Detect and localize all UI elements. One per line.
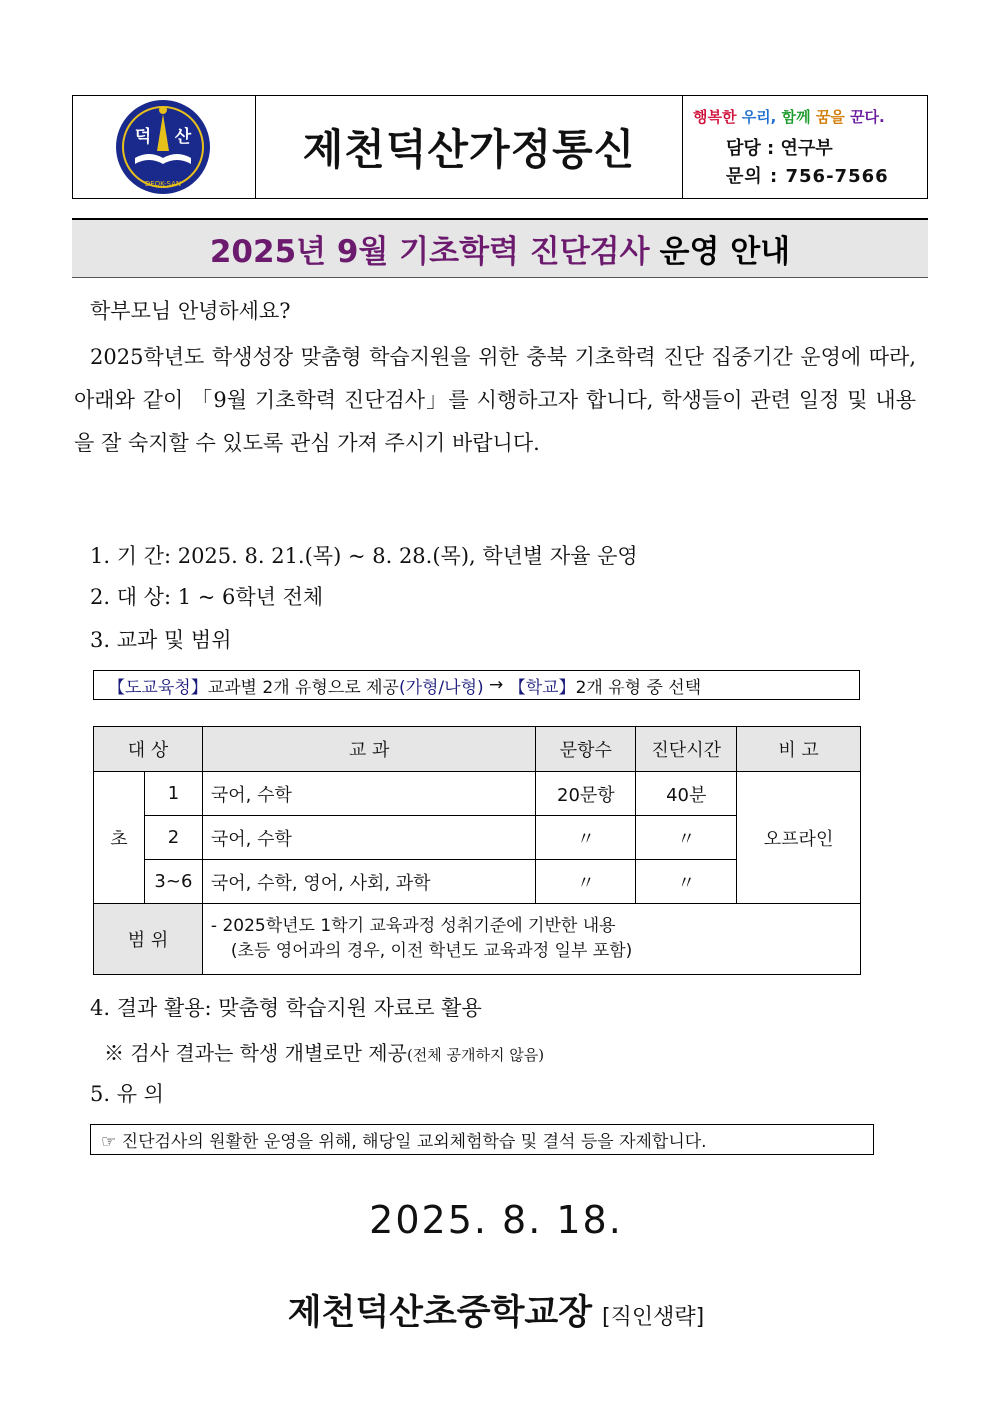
caution-box: ☞ 진단검사의 원활한 운영을 위해, 해당일 교외체험학습 및 결석 등을 자제합니다. xyxy=(90,1124,874,1155)
greeting: 학부모님 안녕하세요? xyxy=(90,299,291,323)
slogan xyxy=(693,106,885,127)
subjects-cell: 국어, 수학, 영어, 사회, 과학 xyxy=(202,860,536,904)
note-part: 【학교】 xyxy=(508,677,576,698)
note-part: 【도교육청】 xyxy=(108,677,208,698)
newsletter-header xyxy=(72,95,928,199)
table-row xyxy=(94,772,861,816)
grade-cell: 3~6 xyxy=(144,860,202,904)
contact-phone: 문의 : 756-7566 xyxy=(726,166,889,187)
table-header: 진단시간 xyxy=(636,727,737,772)
banner-title-main: 2025년 9월 기초학력 진단검사 xyxy=(209,234,650,270)
table-header: 비 고 xyxy=(737,727,861,772)
grade-cell: 1 xyxy=(144,772,202,816)
subjects-cell: 국어, 수학 xyxy=(202,772,536,816)
count-cell: 20문항 xyxy=(536,772,636,816)
item-scope: 3. 교과 및 범위 xyxy=(90,628,232,652)
signature xyxy=(0,1285,992,1335)
scope-line: - 2025학년도 1학기 교육과정 성취기준에 기반한 내용 xyxy=(210,916,616,936)
subjects-cell: 국어, 수학 xyxy=(202,816,536,860)
item-period: 1. 기 간: 2025. 8. 21.(목) ~ 8. 28.(목), 학년별 자율 운영 xyxy=(90,544,638,568)
note-cell: 오프라인 xyxy=(737,772,861,904)
school-level-cell: 초 xyxy=(94,772,145,904)
count-cell: 〃 xyxy=(536,860,636,904)
scope-cell xyxy=(202,904,860,975)
logo-text-right: 산 xyxy=(174,127,192,147)
time-cell: 〃 xyxy=(636,816,737,860)
newsletter-title: 제천덕산가정통신 xyxy=(256,96,683,198)
time-cell: 〃 xyxy=(636,860,737,904)
slogan-part: 꾼다. xyxy=(850,108,885,126)
slogan-part: 꿈을 xyxy=(815,108,851,126)
count-cell: 〃 xyxy=(536,816,636,860)
seal-omitted: [직인생략] xyxy=(602,1305,705,1330)
logo-text-left: 덕 xyxy=(134,127,152,147)
result-note xyxy=(104,1037,544,1066)
principal-name: 제천덕산초중학교장 xyxy=(287,1293,593,1333)
slogan-part: 함께 xyxy=(781,108,816,126)
banner-title-suffix: 운영 안내 xyxy=(659,234,791,270)
table-header: 대 상 xyxy=(94,727,203,772)
note-part: → xyxy=(483,675,509,695)
logo-cell xyxy=(73,96,256,198)
scope-label-cell: 범 위 xyxy=(94,904,203,975)
note-part: 교과별 2개 유형으로 제공 xyxy=(207,677,399,698)
result-note-small: (전체 공개하지 않음) xyxy=(406,1046,545,1064)
issue-date: 2025. 8. 18. xyxy=(369,1198,623,1242)
item-caution: 5. 유 의 xyxy=(90,1082,164,1106)
body-paragraph xyxy=(74,336,916,465)
provision-note-box xyxy=(93,670,860,700)
note-part: (가형/나형) xyxy=(398,677,484,698)
body-paragraph-text: 2025학년도 학생성장 맞춤형 학습지원을 위한 충북 기초학력 진단 집중기간 운영에 따라, 아래와 같이 「9월 기초학력 진단검사」를 시행하고자 합니다, 학생들이 관련 일정 및 내용을 잘 숙지할 수 있도록 관심 가져 주시기 바랍니다. xyxy=(74,345,916,455)
result-note-text: ※ 검사 결과는 학생 개별로만 제공 xyxy=(104,1041,407,1065)
item-target: 2. 대 상: 1 ~ 6학년 전체 xyxy=(90,585,324,609)
logo-ring-text: DEOK-SAN xyxy=(144,180,182,188)
grade-cell: 2 xyxy=(144,816,202,860)
slogan-part: 우리, xyxy=(741,108,782,126)
slogan-part: 행복한 xyxy=(693,108,742,126)
time-cell: 40분 xyxy=(636,772,737,816)
scope-line: (초등 영어과의 경우, 이전 학년도 교육과정 일부 포함) xyxy=(230,941,633,961)
item-result: 4. 결과 활용: 맞춤형 학습지원 자료로 활용 xyxy=(90,996,482,1020)
contact-department: 담당 : 연구부 xyxy=(726,138,833,159)
school-logo xyxy=(73,96,256,197)
table-header: 교 과 xyxy=(202,727,536,772)
note-part: 2개 유형 중 선택 xyxy=(575,677,702,698)
table-header-row xyxy=(94,727,861,772)
notice-title-banner xyxy=(72,218,928,278)
info-cell xyxy=(683,96,927,198)
table-row xyxy=(94,904,861,975)
table-header: 문항수 xyxy=(536,727,636,772)
exam-table xyxy=(93,726,861,975)
